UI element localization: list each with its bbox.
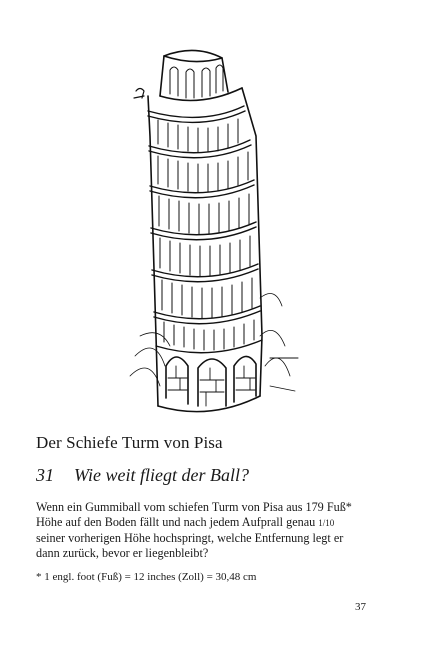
body-line: dann zurück, bevor er liegenbleibt?	[36, 546, 209, 560]
body-line: Wenn ein Gummiball vom schiefen Turm von Pisa aus 179 Fuß*	[36, 500, 352, 514]
puzzle-number: 31	[36, 465, 54, 485]
tower-storeys	[148, 106, 262, 353]
leaning-tower-illustration	[110, 36, 310, 416]
fraction: 1/10	[318, 518, 335, 528]
footnote: * 1 engl. foot (Fuß) = 12 inches (Zoll) = 30,48 cm	[36, 571, 257, 583]
body-line: seiner vorherigen Höhe hochspringt, welche Entfernung legt er	[36, 531, 344, 545]
puzzle-body-text	[36, 500, 388, 561]
body-line	[36, 515, 388, 531]
chapter-title: Der Schiefe Turm von Pisa	[36, 433, 223, 452]
belfry-arches	[170, 65, 223, 98]
tower-base-arches	[166, 356, 256, 406]
body-line-text: Höhe auf den Boden fällt und nach jedem Aufprall genau	[36, 515, 319, 529]
puzzle-heading	[36, 465, 249, 486]
puzzle-question: Wie weit fliegt der Ball?	[74, 465, 249, 485]
bell-ornament	[134, 89, 144, 99]
tower-base-masonry	[168, 366, 255, 406]
page-number: 37	[355, 601, 366, 613]
